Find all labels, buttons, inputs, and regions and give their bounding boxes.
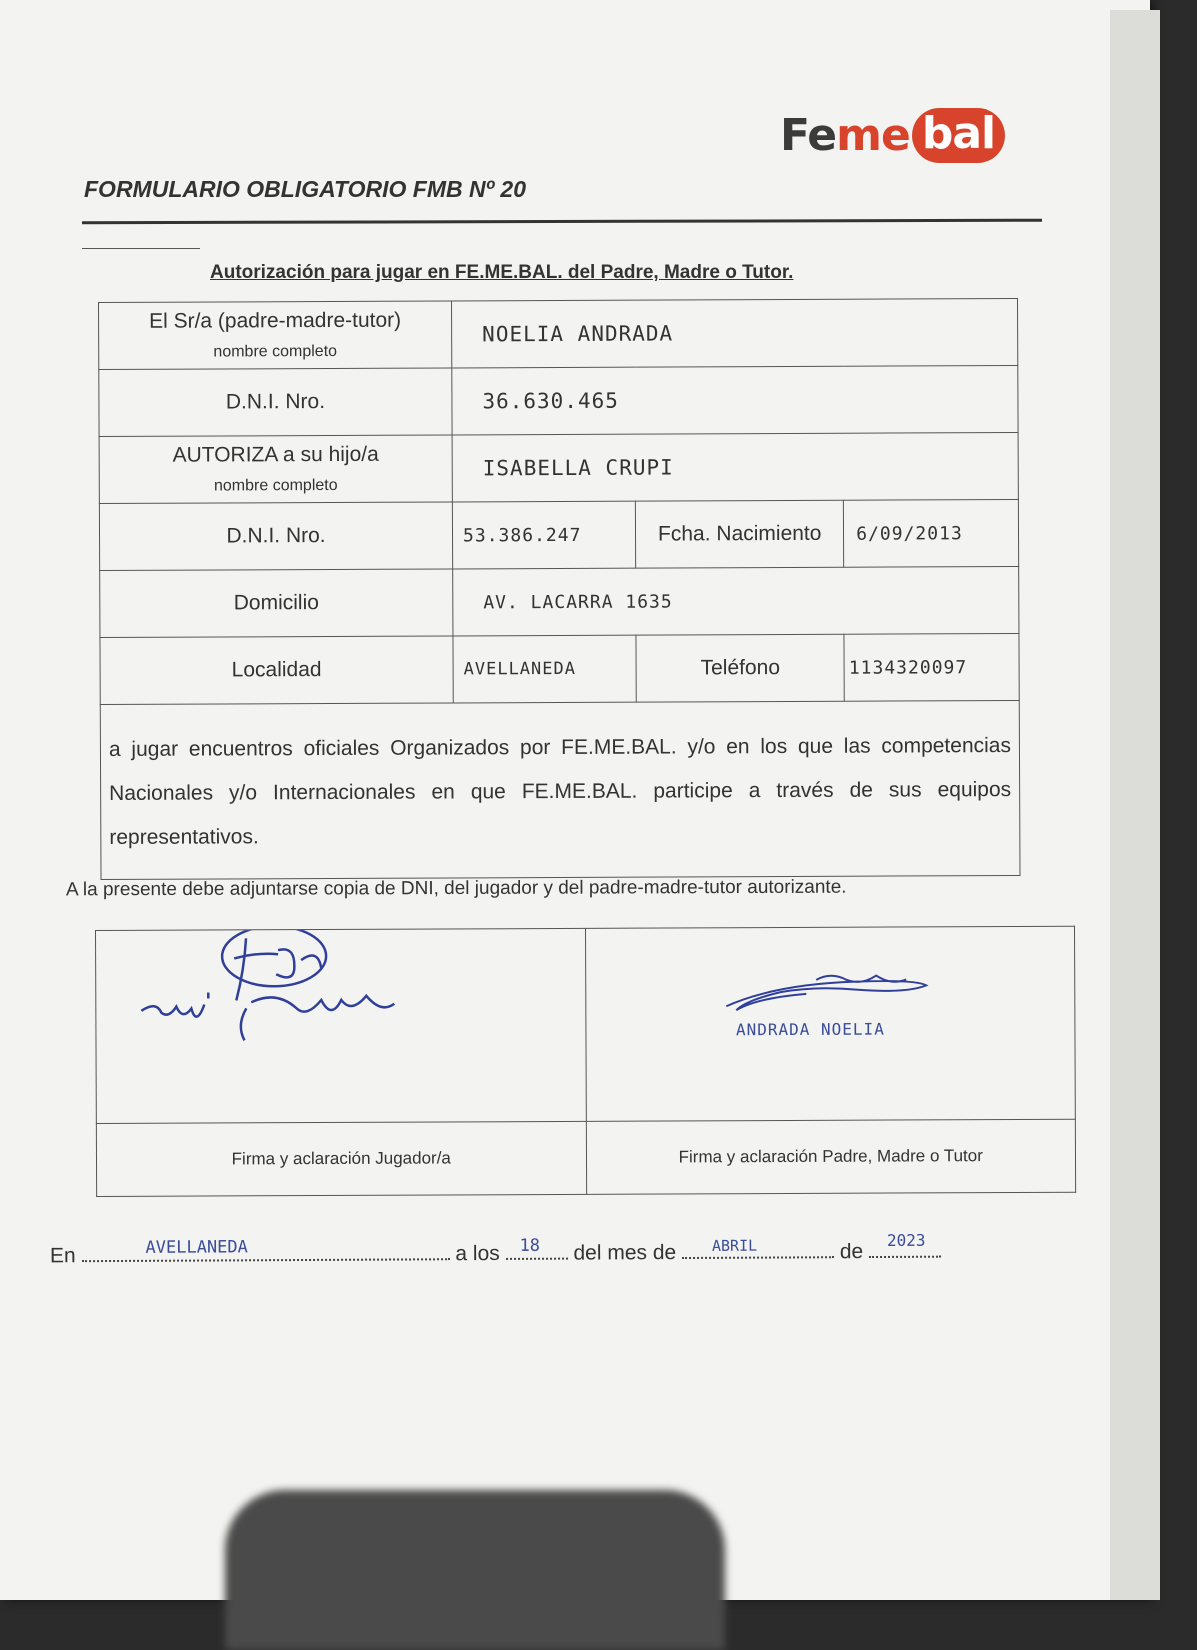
parent-clarification: ANDRADA NOELIA <box>735 1019 885 1040</box>
address-label: Domicilio <box>100 569 453 638</box>
date-place-line <box>49 1230 941 1269</box>
short-rule <box>82 248 200 249</box>
parent-signature-box[interactable] <box>585 926 1075 1121</box>
birth-date-label: Fcha. Nacimiento <box>636 500 844 568</box>
parent-name-sublabel: nombre completo <box>213 342 338 361</box>
authorization-paragraph: a jugar encuentros oficiales Organizados por FE.ME.BAL. y/o en los que las competencias Nacionales y/o Internacionales en que FE.ME.BAL. participe a través de sus equipos representativos. <box>100 700 1020 879</box>
table-row <box>99 499 1018 570</box>
month-label: del mes de <box>573 1241 677 1265</box>
logo-part-bal: bal <box>912 108 1005 163</box>
month-value: ABRIL <box>711 1236 758 1255</box>
parent-name-label: El Sr/a (padre-madre-tutor) <box>148 308 402 333</box>
table-row <box>100 566 1019 637</box>
child-name-label: AUTORIZA a su hijo/a <box>172 442 379 467</box>
child-name-field[interactable]: ISABELLA CRUPI <box>452 432 1018 501</box>
city-field[interactable]: AVELLANEDA <box>453 635 636 703</box>
paper-edge <box>1110 10 1160 1600</box>
player-signature-image <box>96 929 587 1121</box>
day-field[interactable] <box>506 1235 568 1260</box>
attachment-note: A la presente debe adjuntarse copia de DNI, del jugador y del padre-madre-tutor autorizante. <box>65 876 847 901</box>
parent-signature-caption: Firma y aclaración Padre, Madre o Tutor <box>586 1119 1076 1194</box>
player-signature-caption: Firma y aclaración Jugador/a <box>96 1121 586 1196</box>
authorization-table <box>98 298 1021 880</box>
child-dni-field[interactable]: 53.386.247 <box>452 501 635 569</box>
en-label: En <box>49 1244 76 1268</box>
phone-field[interactable]: 1134320097 <box>844 633 1019 701</box>
logo-part-me: me <box>836 109 910 161</box>
femebal-logo <box>780 105 1005 165</box>
parent-dni-field[interactable]: 36.630.465 <box>452 365 1018 434</box>
table-row <box>96 1119 1075 1196</box>
table-row <box>96 926 1076 1123</box>
form-subtitle: Autorización para jugar en FE.ME.BAL. del Padre, Madre o Tutor. <box>210 262 794 283</box>
child-name-label-cell <box>99 435 452 504</box>
table-row <box>100 700 1020 879</box>
shadow-overlay <box>225 1490 725 1650</box>
address-field[interactable]: AV. LACARRA 1635 <box>453 566 1019 635</box>
city-label: Localidad <box>100 636 453 705</box>
table-row <box>99 365 1018 436</box>
year-value: 2023 <box>886 1230 926 1250</box>
month-field[interactable] <box>682 1236 834 1259</box>
form-title: FORMULARIO OBLIGATORIO FMB Nº 20 <box>84 176 526 202</box>
phone-label: Teléfono <box>636 634 844 702</box>
a-los-label: a los <box>455 1241 500 1266</box>
de-label: de <box>839 1240 864 1264</box>
birth-date-field[interactable]: 6/09/2013 <box>844 499 1019 567</box>
place-value: AVELLANEDA <box>145 1237 248 1258</box>
parent-name-field[interactable]: NOELIA ANDRADA <box>451 298 1017 367</box>
table-row <box>100 633 1019 704</box>
logo-part-fe: Fe <box>780 109 837 161</box>
child-dni-label: D.N.I. Nro. <box>99 502 452 571</box>
parent-dni-label: D.N.I. Nro. <box>99 368 452 437</box>
year-field[interactable] <box>869 1230 941 1258</box>
place-field[interactable] <box>81 1238 449 1262</box>
player-signature-box[interactable] <box>96 928 586 1123</box>
parent-name-label-cell <box>99 301 452 370</box>
table-row <box>99 298 1018 369</box>
table-row <box>99 432 1018 503</box>
day-value: 18 <box>519 1235 541 1256</box>
child-name-sublabel: nombre completo <box>213 476 338 495</box>
signature-table <box>95 926 1076 1197</box>
